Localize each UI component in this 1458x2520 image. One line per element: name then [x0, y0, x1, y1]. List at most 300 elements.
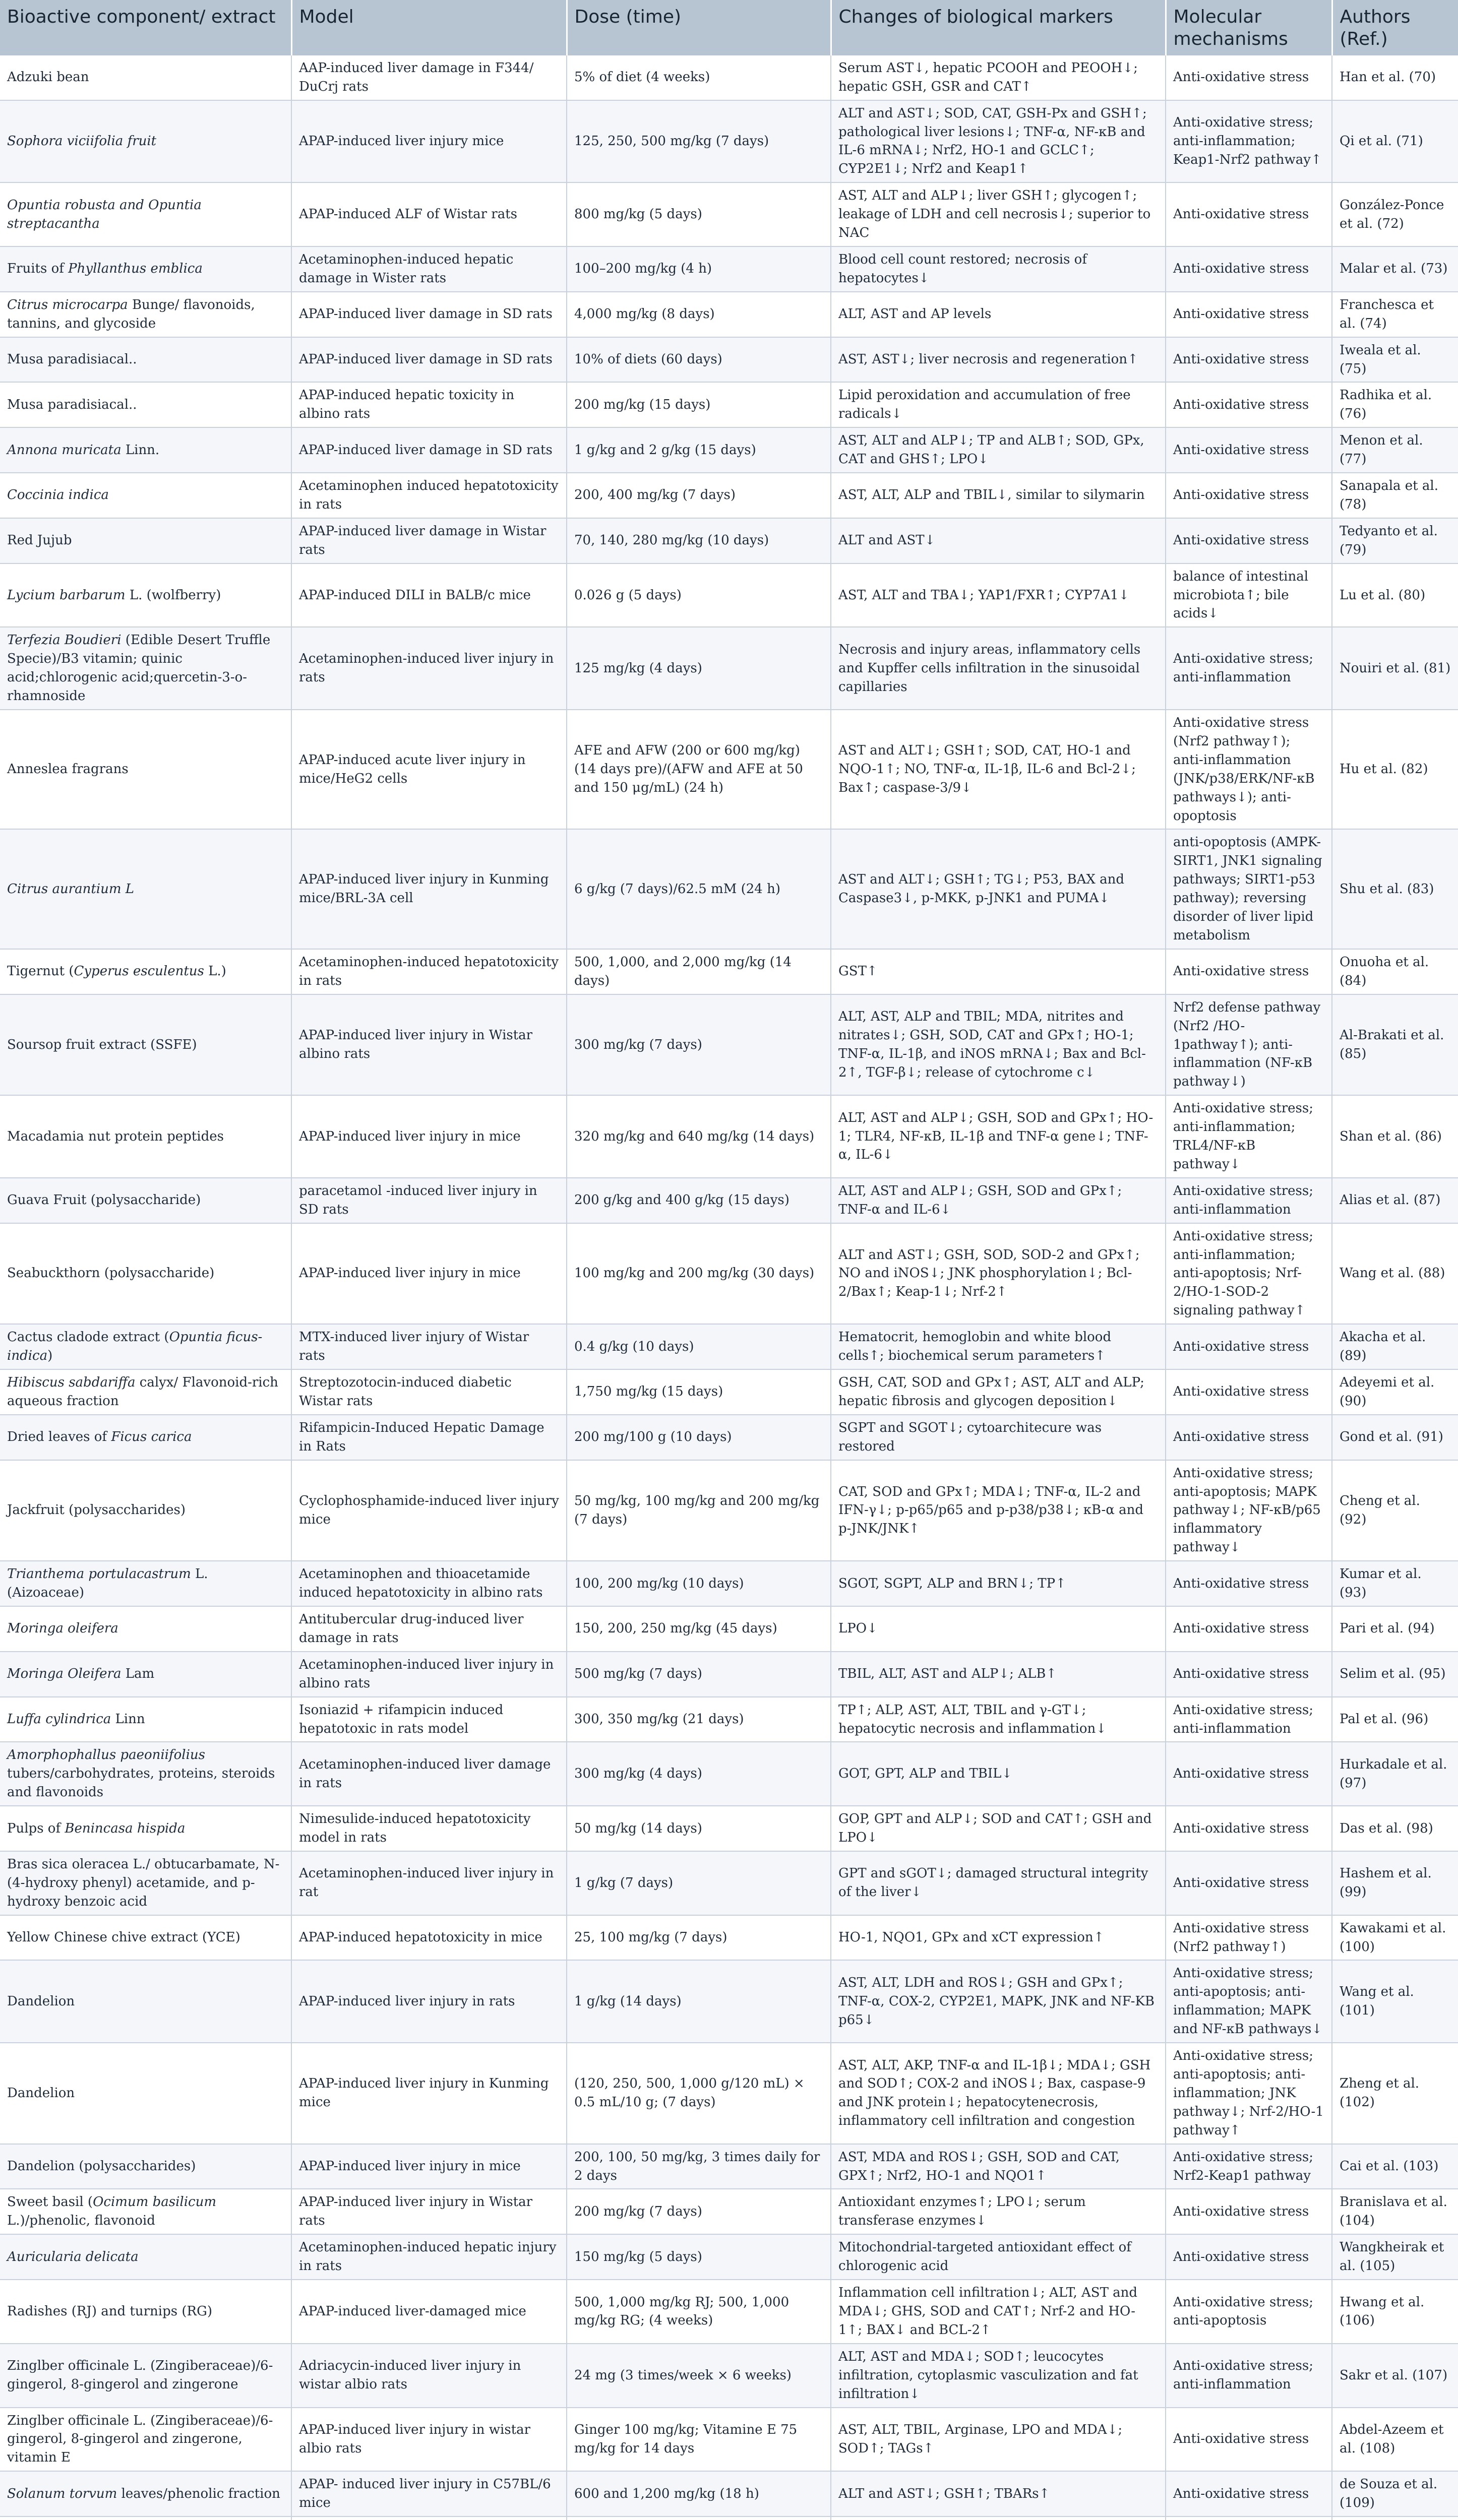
- cell-mechanisms: Nrf2 defense pathway (Nrf2 /HO-1pathway↑); anti-inflammation (NF-κB pathway↓): [1166, 994, 1332, 1096]
- cell-markers: LPO↓: [831, 1606, 1166, 1652]
- cell-dose: 150 mg/kg (5 days): [567, 2234, 831, 2280]
- cell-model: Acetaminophen-induced hepatic damage in Wister rats: [291, 246, 567, 292]
- cell-model: Acetaminophen induced hepatotoxicity in rats: [291, 473, 567, 518]
- cell-component: Lycium barbarum L. (wolfberry): [0, 563, 291, 627]
- cell-model: paracetamol -induced liver injury in SD rats: [291, 1178, 567, 1223]
- table-row: [0, 1742, 1458, 1806]
- cell-dose: 10% of diets (60 days): [567, 337, 831, 383]
- cell-reference: González-Ponce et al. (72): [1332, 182, 1458, 246]
- cell-dose: 1,750 mg/kg (15 days): [567, 1369, 831, 1415]
- cell-dose: 320 mg/kg and 640 mg/kg (14 days): [567, 1095, 831, 1178]
- cell-model: APAP-induced liver injury in Wistar albino rats: [291, 994, 567, 1096]
- cell-mechanisms: Anti-oxidative stress: [1166, 949, 1332, 994]
- cell-reference: Kumar et al. (93): [1332, 1561, 1458, 1606]
- cell-dose: 50 mg/kg, 100 mg/kg and 200 mg/kg (7 days): [567, 1460, 831, 1561]
- table-row: [0, 710, 1458, 829]
- cell-markers: ALT, AST and ALP↓; GSH, SOD and GPx↑; TNF-α and IL-6↓: [831, 1178, 1166, 1223]
- cell-mechanisms: Anti-oxidative stress: [1166, 55, 1332, 100]
- cell-dose: 100 mg/kg and 200 mg/kg (30 days): [567, 1223, 831, 1325]
- species-name: Opuntia ficus-indica: [7, 1330, 263, 1364]
- cell-reference: Akacha et al. (89): [1332, 1324, 1458, 1369]
- species-name: Moringa Oleifera: [7, 1666, 122, 1682]
- cell-dose: 100, 200 mg/kg (10 days): [567, 1561, 831, 1606]
- cell-component: Citrus microcarpa Bunge/ flavonoids, tannins, and glycoside: [0, 292, 291, 337]
- cell-model: Acetaminophen-induced hepatotoxicity in rats: [291, 949, 567, 994]
- table-row: [0, 2408, 1458, 2472]
- cell-dose: 600 and 1,200 mg/kg (18 h): [567, 2471, 831, 2516]
- species-name: Ocimum basilicum: [93, 2194, 216, 2210]
- species-name: Phyllanthus emblica: [68, 261, 203, 277]
- cell-model: [291, 2516, 567, 2520]
- table-row: [0, 292, 1458, 337]
- cell-dose: 200, 100, 50 mg/kg, 3 times daily for 2 days: [567, 2144, 831, 2189]
- cell-dose: 500, 1,000, and 2,000 mg/kg (14 days): [567, 949, 831, 994]
- cell-reference: Shan et al. (86): [1332, 1095, 1458, 1178]
- cell-markers: Mitochondrial-targeted antioxidant effect of chlorogenic acid: [831, 2234, 1166, 2280]
- species-name: Luffa cylindrica: [7, 1712, 111, 1727]
- cell-reference: Hurkadale et al. (97): [1332, 1742, 1458, 1806]
- cell-component: Musa paradisiacal..: [0, 382, 291, 427]
- species-name: Sophora viciifolia fruit: [7, 133, 157, 149]
- cell-dose: 800 mg/kg (5 days): [567, 182, 831, 246]
- cell-dose: 300 mg/kg (7 days): [567, 994, 831, 1096]
- cell-mechanisms: Anti-oxidative stress: [1166, 518, 1332, 563]
- cell-markers: SGOT, SGPT, ALP and BRN↓; TP↑: [831, 1561, 1166, 1606]
- cell-component: Tigernut (Cyperus esculentus L.): [0, 949, 291, 994]
- cell-mechanisms: Anti-oxidative stress (Nrf2 pathway↑); anti-inflammation (JNK/p38/ERK/NF-κB pathways↓); anti-opoptosis: [1166, 710, 1332, 829]
- cell-reference: [1332, 2516, 1458, 2520]
- cell-mechanisms: Anti-oxidative stress: [1166, 2471, 1332, 2516]
- cell-reference: Menon et al. (77): [1332, 427, 1458, 473]
- cell-component: Luffa cylindrica Linn: [0, 1697, 291, 1742]
- species-name: Terfezia Boudieri: [7, 633, 122, 648]
- cell-component: Macadamia nut protein peptides: [0, 1095, 291, 1178]
- cell-markers: AST, ALT and ALP↓; liver GSH↑; glycogen↑; leakage of LDH and cell necrosis↓; superior to NAC: [831, 182, 1166, 246]
- table-row: [0, 2144, 1458, 2189]
- cell-dose: 1 g/kg (14 days): [567, 1960, 831, 2043]
- cell-reference: Wangkheirak et al. (105): [1332, 2234, 1458, 2280]
- cell-mechanisms: Anti-oxidative stress: [1166, 246, 1332, 292]
- cell-component: Terfezia Boudieri (Edible Desert Truffle Specie)/B3 vitamin; quinic acid;chlorogenic acid;quercetin-3-o-rhamnoside: [0, 627, 291, 710]
- cell-component: Anneslea fragrans: [0, 710, 291, 829]
- table-row: [0, 337, 1458, 383]
- table-row: [0, 55, 1458, 100]
- cell-dose: 0.026 g (5 days): [567, 563, 831, 627]
- cell-mechanisms: Anti-oxidative stress: [1166, 1652, 1332, 1697]
- cell-component: Dandelion: [0, 1960, 291, 2043]
- cell-component: Fruits of Phyllanthus emblica: [0, 246, 291, 292]
- cell-dose: 200 mg/kg (15 days): [567, 382, 831, 427]
- table-row: [0, 563, 1458, 627]
- cell-model: APAP-induced liver damage in SD rats: [291, 337, 567, 383]
- table-row: [0, 100, 1458, 183]
- cell-markers: AST, ALT, TBIL, Arginase, LPO and MDA↓; SOD↑; TAGs↑: [831, 2408, 1166, 2472]
- species-name: Coccinia indica: [7, 487, 109, 503]
- cell-model: APAP-induced liver damage in Wistar rats: [291, 518, 567, 563]
- cell-markers: [831, 2516, 1166, 2520]
- table-row: [0, 2280, 1458, 2344]
- cell-model: Acetaminophen-induced liver injury in albino rats: [291, 1652, 567, 1697]
- cell-model: APAP-induced liver injury in mice: [291, 2144, 567, 2189]
- cell-mechanisms: Anti-oxidative stress; anti-inflammation; Keap1-Nrf2 pathway↑: [1166, 100, 1332, 183]
- species-name: Cyperus esculentus: [74, 964, 204, 979]
- cell-reference: Pari et al. (94): [1332, 1606, 1458, 1652]
- cell-reference: Malar et al. (73): [1332, 246, 1458, 292]
- cell-markers: AST, ALT, LDH and ROS↓; GSH and GPx↑; TNF-α, COX-2, CYP2E1, MAPK, JNK and NF-KB p65↓: [831, 1960, 1166, 2043]
- cell-model: MTX-induced liver injury of Wistar rats: [291, 1324, 567, 1369]
- cell-mechanisms: Anti-oxidative stress: [1166, 2234, 1332, 2280]
- cell-component: Guava Fruit (polysaccharide): [0, 1178, 291, 1223]
- cell-model: APAP-induced hepatotoxicity in mice: [291, 1915, 567, 1961]
- table-row: [0, 1915, 1458, 1961]
- cell-component: [0, 473, 291, 518]
- cell-mechanisms: Anti-oxidative stress: [1166, 427, 1332, 473]
- cell-model: APAP-induced liver injury mice: [291, 100, 567, 183]
- cell-mechanisms: Anti-oxidative stress: [1166, 337, 1332, 383]
- cell-markers: CAT, SOD and GPx↑; MDA↓; TNF-α, IL-2 and IFN-γ↓; p-p65/p65 and p-p38/p38↓; κB-α and p-JNK/JNK↑: [831, 1460, 1166, 1561]
- cell-reference: Sakr et al. (107): [1332, 2344, 1458, 2408]
- cell-component: [0, 2234, 291, 2280]
- header-model: Model: [291, 0, 567, 55]
- cell-dose: 200 g/kg and 400 g/kg (15 days): [567, 1178, 831, 1223]
- cell-component: Dandelion: [0, 2043, 291, 2144]
- cell-reference: de Souza et al. (109): [1332, 2471, 1458, 2516]
- cell-markers: AST, ALT and ALP↓; TP and ALB↑; SOD, GPx, CAT and GHS↑; LPO↓: [831, 427, 1166, 473]
- cell-model: Acetaminophen-induced liver injury in rats: [291, 627, 567, 710]
- cell-mechanisms: Anti-oxidative stress; anti-inflammation; TRL4/NF-κB pathway↓: [1166, 1095, 1332, 1178]
- species-name: Citrus aurantium L: [7, 881, 135, 897]
- cell-markers: Serum AST↓, hepatic PCOOH and PEOOH↓; hepatic GSH, GSR and CAT↑: [831, 55, 1166, 100]
- cell-mechanisms: Anti-oxidative stress: [1166, 2189, 1332, 2234]
- table-body: [0, 55, 1458, 2520]
- cell-model: APAP-induced DILI in BALB/c mice: [291, 563, 567, 627]
- cell-model: Streptozotocin-induced diabetic Wistar rats: [291, 1369, 567, 1415]
- cell-model: APAP-induced liver injury in Kunming mice: [291, 2043, 567, 2144]
- cell-dose: 50 mg/kg (14 days): [567, 1806, 831, 1851]
- cell-markers: GST↑: [831, 949, 1166, 994]
- cell-reference: Hwang et al. (106): [1332, 2280, 1458, 2344]
- cell-model: Isoniazid + rifampicin induced hepatotoxic in rats model: [291, 1697, 567, 1742]
- table-row: [0, 994, 1458, 1096]
- species-name: Ficus carica: [111, 1429, 192, 1445]
- cell-reference: Abdel-Azeem et al. (108): [1332, 2408, 1458, 2472]
- table-row: [0, 1652, 1458, 1697]
- cell-mechanisms: Anti-oxidative stress: [1166, 1806, 1332, 1851]
- cell-dose: 100–200 mg/kg (4 h): [567, 246, 831, 292]
- cell-dose: 150, 200, 250 mg/kg (45 days): [567, 1606, 831, 1652]
- cell-markers: Hematocrit, hemoglobin and white blood cells↑; biochemical serum parameters↑: [831, 1324, 1166, 1369]
- cell-markers: AST, ALT and TBA↓; YAP1/FXR↑; CYP7A1↓: [831, 563, 1166, 627]
- cell-mechanisms: Anti-oxidative stress; anti-inflammation: [1166, 2344, 1332, 2408]
- cell-mechanisms: Anti-oxidative stress; anti-apoptosis; anti-inflammation; MAPK and NF-κB pathways↓: [1166, 1960, 1332, 2043]
- cell-model: APAP-induced hepatic toxicity in albino rats: [291, 382, 567, 427]
- cell-component: Zinglber officinale L. (Zingiberaceae)/6-gingerol, 8-gingerol and zingerone: [0, 2344, 291, 2408]
- cell-reference: Qi et al. (71): [1332, 100, 1458, 183]
- cell-dose: 1 g/kg (7 days): [567, 1851, 831, 1915]
- cell-reference: Gond et al. (91): [1332, 1415, 1458, 1460]
- cell-mechanisms: [1166, 2516, 1332, 2520]
- cell-mechanisms: Anti-oxidative stress: [1166, 382, 1332, 427]
- cell-markers: AST and ALT↓; GSH↑; TG↓; P53, BAX and Caspase3↓, p-MKK, p-JNK1 and PUMA↓: [831, 829, 1166, 949]
- table-row: [0, 1369, 1458, 1415]
- cell-dose: [567, 2516, 831, 2520]
- cell-markers: TBIL, ALT, AST and ALP↓; ALB↑: [831, 1652, 1166, 1697]
- species-name: Benincasa hispida: [65, 1820, 186, 1836]
- cell-reference: Kawakami et al. (100): [1332, 1915, 1458, 1961]
- cell-dose: 300 mg/kg (4 days): [567, 1742, 831, 1806]
- table-header: [0, 0, 1458, 55]
- cell-reference: Das et al. (98): [1332, 1806, 1458, 1851]
- cell-reference: Sanapala et al. (78): [1332, 473, 1458, 518]
- table-row: [0, 2471, 1458, 2516]
- cell-component: [0, 829, 291, 949]
- cell-markers: Lipid peroxidation and accumulation of free radicals↓: [831, 382, 1166, 427]
- cell-model: Antitubercular drug-induced liver damage in rats: [291, 1606, 567, 1652]
- table-row: [0, 1697, 1458, 1742]
- cell-reference: Shu et al. (83): [1332, 829, 1458, 949]
- cell-component: Dandelion (polysaccharides): [0, 2144, 291, 2189]
- cell-dose: 200, 400 mg/kg (7 days): [567, 473, 831, 518]
- cell-component: Dried leaves of Ficus carica: [0, 1415, 291, 1460]
- cell-markers: AST, AST↓; liver necrosis and regeneration↑: [831, 337, 1166, 383]
- cell-reference: Branislava et al. (104): [1332, 2189, 1458, 2234]
- cell-component: Sweet basil (Ocimum basilicum L.)/phenolic, flavonoid: [0, 2189, 291, 2234]
- cell-component: [0, 100, 291, 183]
- cell-markers: AST, MDA and ROS↓; GSH, SOD and CAT, GPX↑; Nrf2, HO-1 and NQO1↑: [831, 2144, 1166, 2189]
- cell-reference: Wang et al. (88): [1332, 1223, 1458, 1325]
- cell-mechanisms: Anti-oxidative stress (Nrf2 pathway↑): [1166, 1915, 1332, 1961]
- cell-model: AAP-induced liver damage in F344/ DuCrj rats: [291, 55, 567, 100]
- cell-mechanisms: Anti-oxidative stress; Nrf2-Keap1 pathway: [1166, 2144, 1332, 2189]
- header-molecular-mechanisms: Molecular mechanisms: [1166, 0, 1332, 55]
- cell-reference: Wang et al. (101): [1332, 1960, 1458, 2043]
- table-row: [0, 949, 1458, 994]
- cell-reference: Alias et al. (87): [1332, 1178, 1458, 1223]
- cell-component: Moringa Oleifera Lam: [0, 1652, 291, 1697]
- header-row: [0, 0, 1458, 55]
- table-row: [0, 829, 1458, 949]
- cell-dose: (120, 250, 500, 1,000 g/120 mL) × 0.5 mL/10 g; (7 days): [567, 2043, 831, 2144]
- table-row: [0, 1606, 1458, 1652]
- cell-dose: AFE and AFW (200 or 600 mg/kg) (14 days pre)/(AFW and AFE at 50 and 150 μg/mL) (24 h): [567, 710, 831, 829]
- cell-model: Adriacycin-induced liver injury in wistar albio rats: [291, 2344, 567, 2408]
- cell-model: APAP-induced liver damage in SD rats: [291, 292, 567, 337]
- cell-component: [0, 2516, 291, 2520]
- table-row: [0, 1324, 1458, 1369]
- cell-mechanisms: Anti-oxidative stress: [1166, 1851, 1332, 1915]
- cell-component: Zinglber officinale L. (Zingiberaceae)/6-gingerol, 8-gingerol and zingerone, vitamin E: [0, 2408, 291, 2472]
- header-authors: Authors (Ref.): [1332, 0, 1458, 55]
- cell-component: Red Jujub: [0, 518, 291, 563]
- table-row: [0, 1851, 1458, 1915]
- cell-reference: Tedyanto et al. (79): [1332, 518, 1458, 563]
- cell-dose: 0.4 g/kg (10 days): [567, 1324, 831, 1369]
- cell-component: Cactus cladode extract (Opuntia ficus-indica): [0, 1324, 291, 1369]
- cell-mechanisms: Anti-oxidative stress: [1166, 182, 1332, 246]
- cell-markers: Necrosis and injury areas, inflammatory cells and Kupffer cells infiltration in the sinusoidal capillaries: [831, 627, 1166, 710]
- cell-dose: 25, 100 mg/kg (7 days): [567, 1915, 831, 1961]
- cell-reference: Lu et al. (80): [1332, 563, 1458, 627]
- cell-model: APAP-induced liver injury in mice: [291, 1223, 567, 1325]
- cell-markers: AST, ALT, ALP and TBIL↓, similar to silymarin: [831, 473, 1166, 518]
- cell-mechanisms: Anti-oxidative stress; anti-apoptosis; MAPK pathway↓; NF-κB/p65 inflammatory pathway↓: [1166, 1460, 1332, 1561]
- cell-reference: Zheng et al. (102): [1332, 2043, 1458, 2144]
- cell-markers: GSH, CAT, SOD and GPx↑; AST, ALT and ALP; hepatic fibrosis and glycogen deposition↓: [831, 1369, 1166, 1415]
- table-row: [0, 1415, 1458, 1460]
- cell-markers: GPT and sGOT↓; damaged structural integrity of the liver↓: [831, 1851, 1166, 1915]
- table-row: [0, 1223, 1458, 1325]
- cell-component: Jackfruit (polysaccharides): [0, 1460, 291, 1561]
- cell-reference: Hu et al. (82): [1332, 710, 1458, 829]
- cell-model: APAP-induced liver injury in wistar albio rats: [291, 2408, 567, 2472]
- cell-mechanisms: Anti-oxidative stress: [1166, 2408, 1332, 2472]
- cell-reference: Adeyemi et al. (90): [1332, 1369, 1458, 1415]
- cell-markers: ALT, AST and ALP↓; GSH, SOD and GPx↑; HO-1; TLR4, NF-κB, IL-1β and TNF-α gene↓; TNF-α, IL-6↓: [831, 1095, 1166, 1178]
- cell-markers: GOT, GPT, ALP and TBIL↓: [831, 1742, 1166, 1806]
- species-name: Solanum torvum: [7, 2486, 117, 2501]
- cell-component: Amorphophallus paeoniifolius tubers/carbohydrates, proteins, steroids and flavonoids: [0, 1742, 291, 1806]
- table-row: [0, 1095, 1458, 1178]
- species-name: Hibiscus sabdariffa: [7, 1375, 136, 1390]
- cell-mechanisms: Anti-oxidative stress: [1166, 1324, 1332, 1369]
- cell-markers: AST, ALT, AKP, TNF-α and IL-1β↓; MDA↓; GSH and SOD↑; COX-2 and iNOS↓; Bax, caspase-9 and JNK protein↓; hepatocytenecrosis, inflammatory cell infiltration and congestion: [831, 2043, 1166, 2144]
- table-row: [0, 1960, 1458, 2043]
- cell-mechanisms: Anti-oxidative stress; anti-apoptosis; anti-inflammation; JNK pathway↓; Nrf-2/HO-1 pathway↑: [1166, 2043, 1332, 2144]
- cell-dose: 1 g/kg and 2 g/kg (15 days): [567, 427, 831, 473]
- cell-dose: 200 mg/kg (7 days): [567, 2189, 831, 2234]
- cell-model: APAP-induced liver injury in Wistar rats: [291, 2189, 567, 2234]
- cell-reference: Radhika et al. (76): [1332, 382, 1458, 427]
- cell-model: Acetaminophen-induced liver damage in rats: [291, 1742, 567, 1806]
- table-row: [0, 473, 1458, 518]
- cell-model: APAP-induced liver damage in SD rats: [291, 427, 567, 473]
- cell-reference: Franchesca et al. (74): [1332, 292, 1458, 337]
- cell-dose: 200 mg/100 g (10 days): [567, 1415, 831, 1460]
- cell-component: Pulps of Benincasa hispida: [0, 1806, 291, 1851]
- cell-dose: 5% of diet (4 weeks): [567, 55, 831, 100]
- table-row: [0, 627, 1458, 710]
- cell-markers: ALT, AST and MDA↓; SOD↑; leucocytes infiltration, cytoplasmic vasculization and fat infiltration↓: [831, 2344, 1166, 2408]
- species-name: Lycium barbarum: [7, 587, 126, 603]
- cell-markers: Antioxidant enzymes↑; LPO↓; serum transferase enzymes↓: [831, 2189, 1166, 2234]
- cell-dose: 125, 250, 500 mg/kg (7 days): [567, 100, 831, 183]
- table-row: [0, 182, 1458, 246]
- cell-reference: Cai et al. (103): [1332, 2144, 1458, 2189]
- cell-model: APAP- induced liver injury in C57BL/6 mice: [291, 2471, 567, 2516]
- table-row: [0, 2234, 1458, 2280]
- cell-markers: ALT and AST↓; SOD, CAT, GSH-Px and GSH↑; pathological liver lesions↓; TNF-α, NF-κB and IL-6 mRNA↓; Nrf2, HO-1 and GCLC↑; CYP2E1↓; Nrf2 and Keap1↑: [831, 100, 1166, 183]
- table-row: [0, 518, 1458, 563]
- cell-markers: GOP, GPT and ALP↓; SOD and CAT↑; GSH and LPO↓: [831, 1806, 1166, 1851]
- table-row: [0, 2344, 1458, 2408]
- cell-component: Soursop fruit extract (SSFE): [0, 994, 291, 1096]
- cell-model: APAP-induced liver injury in Kunming mice/BRL-3A cell: [291, 829, 567, 949]
- cell-mechanisms: Anti-oxidative stress: [1166, 1415, 1332, 1460]
- table-row: [0, 246, 1458, 292]
- table-row: [0, 1561, 1458, 1606]
- cell-mechanisms: Anti-oxidative stress; anti-inflammation; anti-apoptosis; Nrf-2/HO-1-SOD-2 signaling pathway↑: [1166, 1223, 1332, 1325]
- cell-dose: 500, 1,000 mg/kg RJ; 500, 1,000 mg/kg RG; (4 weeks): [567, 2280, 831, 2344]
- cell-mechanisms: Anti-oxidative stress; anti-inflammation: [1166, 1178, 1332, 1223]
- cell-reference: Nouiri et al. (81): [1332, 627, 1458, 710]
- table-row: [0, 2189, 1458, 2234]
- cell-dose: 125 mg/kg (4 days): [567, 627, 831, 710]
- cell-component: Bras sica oleracea L./ obtucarbamate, N-(4-hydroxy phenyl) acetamide, and p-hydroxy benzoic acid: [0, 1851, 291, 1915]
- cell-mechanisms: Anti-oxidative stress; anti-inflammation: [1166, 627, 1332, 710]
- species-name: Opuntia robusta and Opuntia streptacantha: [7, 197, 202, 231]
- species-name: Moringa oleifera: [7, 1621, 118, 1636]
- table-row: [0, 1460, 1458, 1561]
- cell-markers: AST and ALT↓; GSH↑; SOD, CAT, HO-1 and NQO-1↑; NO, TNF-α, IL-1β, IL-6 and Bcl-2↓; Bax↑; caspase-3/9↓: [831, 710, 1166, 829]
- cell-component: [0, 1606, 291, 1652]
- header-bioactive-component: Bioactive component/ extract: [0, 0, 291, 55]
- cell-component: Trianthema portulacastrum L. (Aizoaceae): [0, 1561, 291, 1606]
- cell-reference: Pal et al. (96): [1332, 1697, 1458, 1742]
- cell-markers: TP↑; ALP, AST, ALT, TBIL and γ-GT↓; hepatocytic necrosis and inflammation↓: [831, 1697, 1166, 1742]
- table-row: [0, 1806, 1458, 1851]
- cell-mechanisms: Anti-oxidative stress; anti-inflammation: [1166, 1697, 1332, 1742]
- cell-model: Acetaminophen-induced liver injury in rat: [291, 1851, 567, 1915]
- species-name: Auricularia delicata: [7, 2249, 139, 2264]
- cell-markers: ALT and AST↓: [831, 518, 1166, 563]
- cell-dose: 300, 350 mg/kg (21 days): [567, 1697, 831, 1742]
- cell-mechanisms: Anti-oxidative stress: [1166, 1606, 1332, 1652]
- table-row: [0, 2043, 1458, 2144]
- cell-model: APAP-induced acute liver injury in mice/HeG2 cells: [291, 710, 567, 829]
- cell-model: Acetaminophen and thioacetamide induced hepatotoxicity in albino rats: [291, 1561, 567, 1606]
- header-biological-markers: Changes of biological markers: [831, 0, 1166, 55]
- cell-dose: 6 g/kg (7 days)/62.5 mM (24 h): [567, 829, 831, 949]
- cell-markers: Inflammation cell infiltration↓; ALT, AST and MDA↓; GHS, SOD and CAT↑; Nrf-2 and HO-1↑; BAX↓ and BCL-2↑: [831, 2280, 1166, 2344]
- cell-reference: Iweala et al. (75): [1332, 337, 1458, 383]
- cell-component: Annona muricata Linn.: [0, 427, 291, 473]
- table-row: [0, 427, 1458, 473]
- cell-markers: ALT, AST, ALP and TBIL; MDA, nitrites and nitrates↓; GSH, SOD, CAT and GPx↑; HO-1; TNF-α, IL-1β, and iNOS mRNA↓; Bax and Bcl-2↑, TGF-β↓; release of cytochrome c↓: [831, 994, 1166, 1096]
- table-row: [0, 1178, 1458, 1223]
- cell-mechanisms: Anti-oxidative stress: [1166, 1742, 1332, 1806]
- cell-reference: Selim et al. (95): [1332, 1652, 1458, 1697]
- cell-dose: 24 mg (3 times/week × 6 weeks): [567, 2344, 831, 2408]
- table-row: [0, 2516, 1458, 2520]
- cell-markers: HO-1, NQO1, GPx and xCT expression↑: [831, 1915, 1166, 1961]
- cell-mechanisms: anti-opoptosis (AMPK-SIRT1, JNK1 signaling pathways; SIRT1-p53 pathway); reversing disorder of liver lipid metabolism: [1166, 829, 1332, 949]
- cell-mechanisms: Anti-oxidative stress: [1166, 1369, 1332, 1415]
- cell-mechanisms: Anti-oxidative stress; anti-apoptosis: [1166, 2280, 1332, 2344]
- cell-mechanisms: Anti-oxidative stress: [1166, 1561, 1332, 1606]
- cell-model: APAP-induced liver injury in mice: [291, 1095, 567, 1178]
- cell-reference: Han et al. (70): [1332, 55, 1458, 100]
- species-name: Trianthema portulacastrum: [7, 1566, 191, 1582]
- cell-model: Cyclophosphamide-induced liver injury mice: [291, 1460, 567, 1561]
- cell-reference: Cheng et al. (92): [1332, 1460, 1458, 1561]
- cell-reference: Hashem et al. (99): [1332, 1851, 1458, 1915]
- cell-component: [0, 182, 291, 246]
- header-dose: Dose (time): [567, 0, 831, 55]
- cell-dose: 4,000 mg/kg (8 days): [567, 292, 831, 337]
- cell-model: APAP-induced liver injury in rats: [291, 1960, 567, 2043]
- species-name: Annona muricata: [7, 442, 122, 458]
- cell-component: Yellow Chinese chive extract (YCE): [0, 1915, 291, 1961]
- cell-markers: ALT and AST↓; GSH, SOD, SOD-2 and GPx↑; NO and iNOS↓; JNK phosphorylation↓; Bcl-2/Bax↑; Keap-1↓; Nrf-2↑: [831, 1223, 1166, 1325]
- cell-model: Acetaminophen-induced hepatic injury in rats: [291, 2234, 567, 2280]
- cell-model: APAP-induced liver-damaged mice: [291, 2280, 567, 2344]
- cell-dose: 70, 140, 280 mg/kg (10 days): [567, 518, 831, 563]
- species-name: Amorphophallus paeoniifolius: [7, 1747, 205, 1763]
- cell-markers: ALT and AST↓; GSH↑; TBARs↑: [831, 2471, 1166, 2516]
- species-name: Citrus microcarpa: [7, 297, 128, 312]
- cell-dose: Ginger 100 mg/kg; Vitamine E 75 mg/kg for 14 days: [567, 2408, 831, 2472]
- cell-mechanisms: Anti-oxidative stress: [1166, 292, 1332, 337]
